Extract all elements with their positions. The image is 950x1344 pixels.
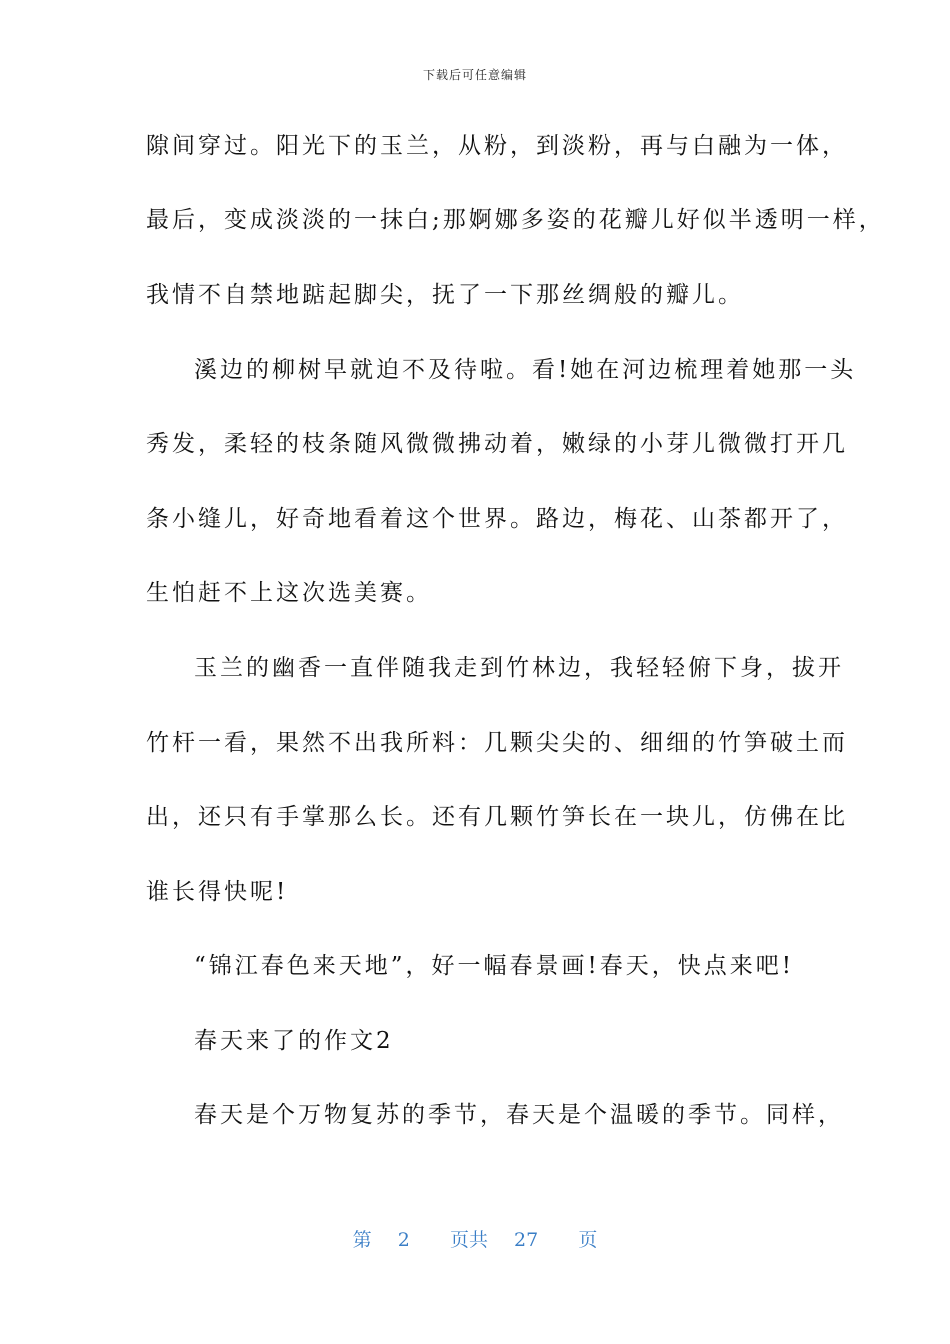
download-note: 下载后可任意编辑 [422, 68, 527, 82]
body-line-4: 溪边的柳树早就迫不及待啦。看!她在河边梳理着她那一头 [194, 357, 857, 383]
body-line-12: “锦江春色来天地”，好一幅春景画!春天，快点来吧! [194, 953, 795, 979]
body-line-11: 谁长得快呢! [146, 879, 289, 905]
footer-suffix: 页 [578, 1229, 598, 1251]
body-line-7: 生怕赶不上这次选美赛。 [146, 580, 432, 606]
footer-prefix: 第 [352, 1229, 372, 1251]
body-line-1: 隙间穿过。阳光下的玉兰，从粉，到淡粉，再与白融为一体， [146, 133, 848, 159]
body-line-14: 春天是个万物复苏的季节，春天是个温暖的季节。同样， [194, 1102, 844, 1128]
section-heading: 春天来了的作文2 [194, 1028, 394, 1054]
total-pages-number: 27 [514, 1229, 539, 1251]
body-line-9: 竹杆一看，果然不出我所料：几颗尖尖的、细细的竹笋破土而 [146, 730, 848, 756]
body-line-3: 我情不自禁地踮起脚尖，抚了一下那丝绸般的瓣儿。 [146, 282, 744, 308]
current-page-number: 2 [397, 1229, 410, 1251]
body-line-8: 玉兰的幽香一直伴随我走到竹林边，我轻轻俯下身，拔开 [194, 655, 844, 681]
body-line-10: 出，还只有手掌那么长。还有几颗竹笋长在一块儿，仿佛在比 [146, 804, 848, 830]
page-footer [0, 1225, 950, 1252]
body-line-5: 秀发，柔轻的枝条随风微微拂动着，嫩绿的小芽儿微微打开几 [146, 431, 848, 457]
footer-middle: 页共 [449, 1229, 488, 1251]
body-line-6: 条小缝儿，好奇地看着这个世界。路边，梅花、山茶都开了， [146, 506, 848, 532]
body-line-2: 最后，变成淡淡的一抹白;那婀娜多姿的花瓣儿好似半透明一样， [146, 207, 885, 233]
